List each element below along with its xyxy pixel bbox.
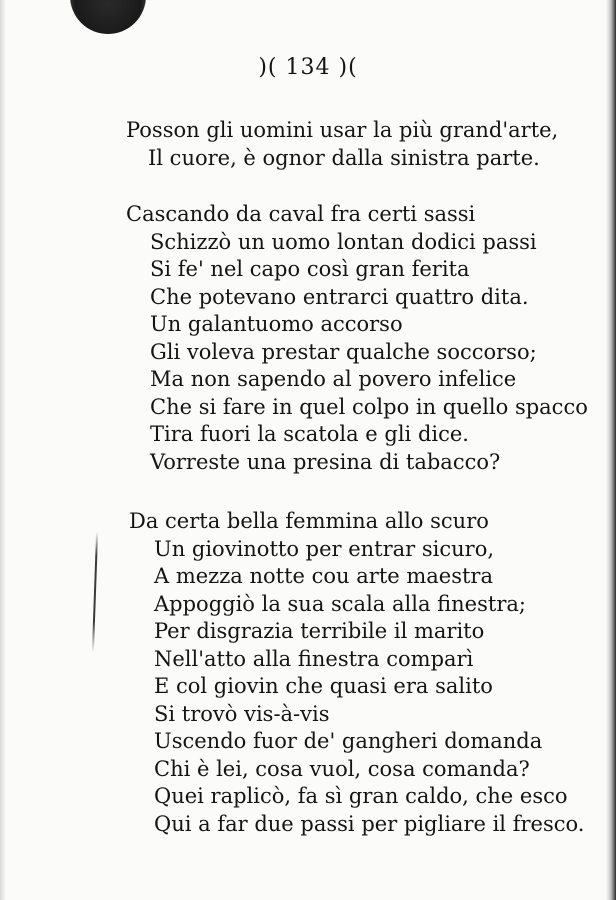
verse-line: Nell'atto alla finestra comparì bbox=[154, 646, 474, 671]
stanza-2 bbox=[0, 201, 600, 476]
verse-line: Chi è lei, cosa vuol, cosa comanda? bbox=[154, 756, 530, 781]
verse-line: Uscendo fuor de' gangheri domanda bbox=[154, 729, 543, 753]
scan-blotch bbox=[70, 0, 146, 34]
stanza-1 bbox=[0, 117, 600, 172]
verse-line: Tira fuori la scatola e gli dice. bbox=[150, 422, 469, 446]
verse-line: A mezza notte cou arte maestra bbox=[154, 564, 493, 588]
verse-line: Gli voleva prestar qualche soccorso; bbox=[150, 339, 537, 364]
verse-line: Un galantuomo accorso bbox=[150, 312, 403, 336]
verse-line: Si trovò vis-à-vis bbox=[154, 701, 330, 726]
verse-line: Appoggiò la sua scala alla finestra; bbox=[154, 591, 526, 616]
page-number: )( 134 )( bbox=[258, 55, 358, 80]
verse-line: Che potevano entrarci quattro dita. bbox=[150, 284, 529, 309]
verse-line: E col giovin che quasi era salito bbox=[154, 674, 493, 698]
verse-line: Che si fare in quel colpo in quello spacco bbox=[150, 394, 588, 419]
verse-line: Vorreste una presina di tabacco? bbox=[150, 449, 501, 474]
stanza-3 bbox=[0, 508, 600, 838]
verse-line: Qui a far due passi per pigliare il fresco. bbox=[154, 811, 585, 836]
verse-line: Ma non sapendo al povero infelice bbox=[150, 367, 517, 391]
verse-line: Schizzò un uomo lontan dodici passi bbox=[150, 229, 537, 254]
verse-line: Si fe' nel capo così gran ferita bbox=[150, 257, 470, 281]
verse-line: Da certa bella femmina allo scuro bbox=[129, 509, 489, 533]
page-edge-right bbox=[606, 0, 616, 900]
verse-line: Posson gli uomini usar la più grand'arte, bbox=[126, 118, 559, 142]
verse-line: Cascando da caval fra certi sassi bbox=[126, 202, 476, 226]
verse-line: Quei raplicò, fa sì gran caldo, che esco bbox=[154, 784, 568, 808]
verse-line: Per disgrazia terribile il marito bbox=[154, 619, 485, 643]
verse-line: Il cuore, è ognor dalla sinistra parte. bbox=[148, 145, 540, 170]
verse-line: Un giovinotto per entrar sicuro, bbox=[154, 536, 495, 561]
